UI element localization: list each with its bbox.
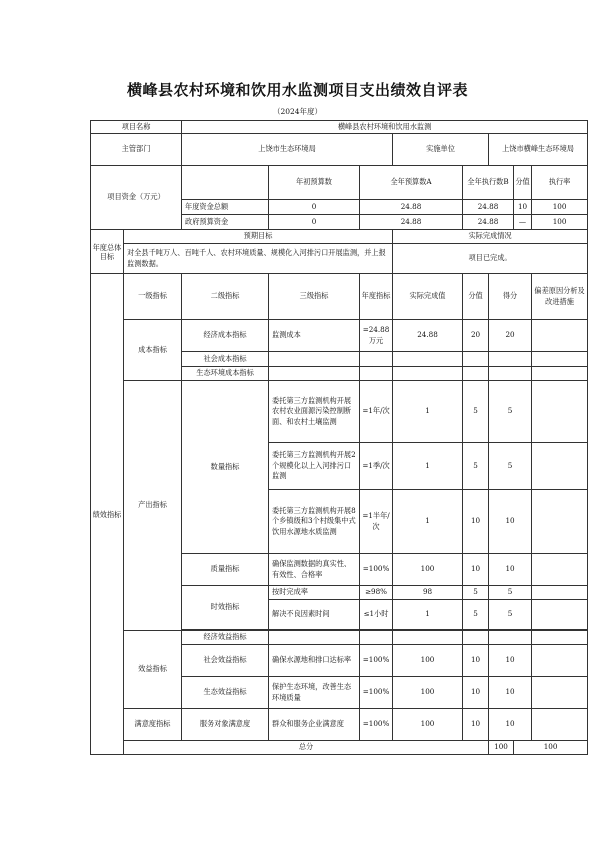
satisfaction-l3: 群众和服务企业满意度 <box>269 709 360 741</box>
output-q2-target: =1季/次 <box>360 443 393 490</box>
output-t2-l3: 解决不良因素时间 <box>269 600 360 630</box>
document-year: （2024年度） <box>272 107 323 116</box>
funds-row-name: 政府预算资金 <box>182 215 269 230</box>
goals-label: 年度总体目标 <box>91 230 124 274</box>
funds-row-executed: 24.88 <box>463 215 514 230</box>
total-row <box>91 741 588 755</box>
output-q3-score: 10 <box>489 490 532 554</box>
output-t1-score: 5 <box>489 586 532 600</box>
cost-eco-label: 生态环境成本指标 <box>182 367 269 381</box>
output-quality-label: 质量指标 <box>182 554 269 586</box>
goals-expected-header: 预期目标 <box>124 230 393 244</box>
goals-expected-text: 对全县千吨万人、百吨千人、农村环境质量、规模化入河排污口开展监测，并上报监测数据。 <box>124 244 393 274</box>
satisfaction-value: 10 <box>463 709 489 741</box>
performance-header-row <box>91 274 588 320</box>
cost-economic-value: 20 <box>463 320 489 352</box>
output-quality-value: 10 <box>463 554 489 586</box>
output-t1-actual: 98 <box>393 586 463 600</box>
cost-economic-actual: 24.88 <box>393 320 463 352</box>
funds-header-budget: 全年预算数A <box>360 166 463 200</box>
output-t2-actual: 1 <box>393 600 463 630</box>
total-score: 100 <box>514 741 588 755</box>
funds-row-initial: 0 <box>269 200 360 215</box>
benefit-eco-actual: 100 <box>393 677 463 709</box>
benefit-economic-label: 经济效益指标 <box>182 631 269 645</box>
funds-row-executed: 24.88 <box>463 200 514 215</box>
benefit-eco-label: 生态效益指标 <box>182 677 269 709</box>
benefit-eco-score: 10 <box>489 677 532 709</box>
output-q1-score: 5 <box>489 381 532 443</box>
output-q1-l3: 委托第三方监测机构开展农村农业面源污染控制断面、和农村土壤监测 <box>269 381 360 443</box>
indicator-row <box>91 320 588 352</box>
output-t2-value: 5 <box>463 600 489 630</box>
funds-row-initial: 0 <box>269 215 360 230</box>
output-t1-target: ≥98% <box>360 586 393 600</box>
cost-economic-label: 经济成本指标 <box>182 320 269 352</box>
output-q1-target: =1年/次 <box>360 381 393 443</box>
unit-value: 上饶市横峰生态环境局 <box>489 134 588 166</box>
output-q2-score: 5 <box>489 443 532 490</box>
funds-row-score-value: 10 <box>514 200 532 215</box>
dept-label: 主管部门 <box>91 134 182 166</box>
output-label: 产出指标 <box>124 381 182 631</box>
indicator-row <box>91 381 588 443</box>
funds-row-name: 年度资金总额 <box>182 200 269 215</box>
benefit-eco-target: =100% <box>360 677 393 709</box>
benefit-label: 效益指标 <box>124 631 182 709</box>
header-actual: 实际完成值 <box>393 274 463 320</box>
project-name-value: 横峰县农村环境和饮用水监测 <box>182 121 588 134</box>
output-t2-target: ≤1小时 <box>360 600 393 630</box>
funds-header-score-value: 分值 <box>514 166 532 200</box>
satisfaction-l2: 服务对象满意度 <box>182 709 269 741</box>
header-level1: 一级指标 <box>124 274 182 320</box>
benefit-eco-value: 10 <box>463 677 489 709</box>
dept-value: 上饶市生态环境局 <box>182 134 393 166</box>
output-quality-target: =100% <box>360 554 393 586</box>
cost-economic-l3: 监测成本 <box>269 320 360 352</box>
goals-actual-text: 项目已完成。 <box>393 244 588 274</box>
benefit-eco-l3: 保护生态环境，改善生态环境质量 <box>269 677 360 709</box>
unit-label: 实施单位 <box>393 134 489 166</box>
header-target: 年度指标 <box>360 274 393 320</box>
output-q1-actual: 1 <box>393 381 463 443</box>
funds-row-rate: 100 <box>532 215 588 230</box>
benefit-social-target: =100% <box>360 645 393 677</box>
document-title: 横峰县农村环境和饮用水监测项目支出绩效自评表 <box>126 81 468 99</box>
output-t2-score: 5 <box>489 600 532 630</box>
project-name-label: 项目名称 <box>91 121 182 134</box>
output-q2-value: 5 <box>463 443 489 490</box>
funds-row-budget: 24.88 <box>360 215 463 230</box>
output-quality-score: 10 <box>489 554 532 586</box>
satisfaction-actual: 100 <box>393 709 463 741</box>
goals-actual-header: 实际完成情况 <box>393 230 588 244</box>
output-q3-value: 10 <box>463 490 489 554</box>
output-q3-l3: 委托第三方监测机构开展8个乡镇级和3个村级集中式饮用水源地水质监测 <box>269 490 360 554</box>
header-level2: 二级指标 <box>182 274 269 320</box>
project-name-row <box>91 121 588 134</box>
total-label: 总分 <box>124 741 489 755</box>
output-q2-actual: 1 <box>393 443 463 490</box>
funds-header-rate: 执行率 <box>532 166 588 200</box>
benefit-social-l3: 确保水源地和排口达标率 <box>269 645 360 677</box>
cost-economic-score: 20 <box>489 320 532 352</box>
funds-header-row <box>91 166 588 200</box>
cost-label: 成本指标 <box>124 320 182 381</box>
funds-row-budget: 24.88 <box>360 200 463 215</box>
evaluation-table <box>90 120 588 755</box>
output-time-label: 时效指标 <box>182 586 269 630</box>
output-quality-l3: 确保监测数据的真实性、有效性、合格率 <box>269 554 360 586</box>
cost-social-label: 社会成本指标 <box>182 352 269 367</box>
output-quality-actual: 100 <box>393 554 463 586</box>
cost-economic-target: =24.88万元 <box>360 320 393 352</box>
funds-row-rate: 100 <box>532 200 588 215</box>
funds-blank-header <box>182 166 269 200</box>
benefit-social-value: 10 <box>463 645 489 677</box>
satisfaction-label: 满意度指标 <box>124 709 182 741</box>
output-q3-target: =1半年/次 <box>360 490 393 554</box>
satisfaction-target: =100% <box>360 709 393 741</box>
funds-row-score-value: — <box>514 215 532 230</box>
reason-cell <box>532 320 588 352</box>
output-t1-value: 5 <box>463 586 489 600</box>
header-level3: 三级指标 <box>269 274 360 320</box>
goals-header-row <box>91 230 588 244</box>
output-t1-l3: 按时完成率 <box>269 586 360 600</box>
goals-content-row <box>91 244 588 274</box>
output-q2-l3: 委托第三方监测机构开展2个规模化以上入河排污口监测 <box>269 443 360 490</box>
header-score: 得分 <box>489 274 532 320</box>
funds-header-executed: 全年执行数B <box>463 166 514 200</box>
benefit-social-actual: 100 <box>393 645 463 677</box>
total-value: 100 <box>489 741 514 755</box>
funds-label: 项目资金（万元） <box>91 166 182 230</box>
indicator-row <box>91 709 588 741</box>
benefit-social-score: 10 <box>489 645 532 677</box>
satisfaction-score: 10 <box>489 709 532 741</box>
indicator-row <box>91 631 588 645</box>
department-row <box>91 134 588 166</box>
performance-label: 绩效指标 <box>91 274 124 755</box>
header-score-value: 分值 <box>463 274 489 320</box>
benefit-social-label: 社会效益指标 <box>182 645 269 677</box>
output-q3-actual: 1 <box>393 490 463 554</box>
output-quantity-label: 数量指标 <box>182 381 269 554</box>
output-q1-value: 5 <box>463 381 489 443</box>
funds-header-initial: 年初预算数 <box>269 166 360 200</box>
header-reason: 偏差原因分析及改进措施 <box>532 274 588 320</box>
